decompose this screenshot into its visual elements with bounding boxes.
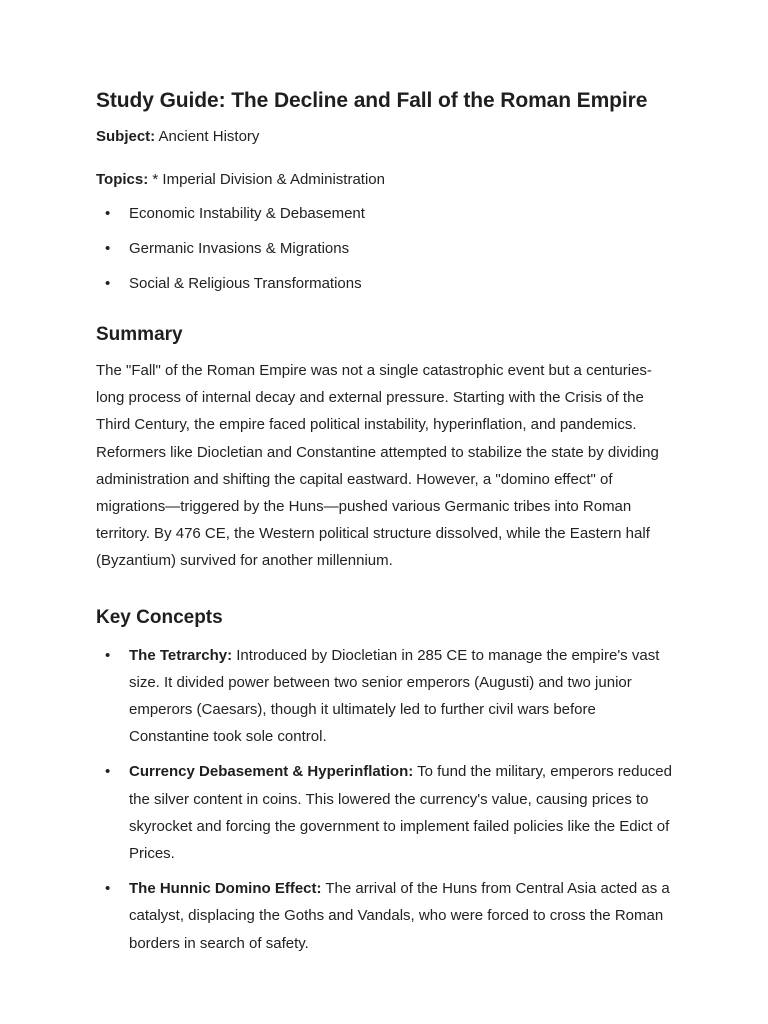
concept-term: The Hunnic Domino Effect: (129, 880, 322, 898)
concept-description: To fund the military, emperors reduced the silver content in coins. This lowered the currency's value, causing prices to skyrocket and forcing the government to implement failed policies like the Edict of Prices. (129, 763, 672, 863)
bullet-icon: • (105, 240, 111, 257)
concept-term: Currency Debasement & Hyperinflation: (129, 763, 414, 781)
topics-first-item: * Imperial Division & Administration (152, 171, 385, 188)
bullet-icon: • (105, 763, 111, 781)
topics-label: Topics: (96, 171, 149, 188)
concept-description: The arrival of the Huns from Central Asia acted as a catalyst, displacing the Goths and Vandals, who were forced to cross the Roman borders in search of safety. (129, 880, 670, 952)
bullet-icon: • (105, 275, 111, 292)
concept-description: Introduced by Diocletian in 285 CE to manage the empire's vast size. It divided power between two senior emperors (Augusti) and two junior emperors (Caesars), though it ultimately led to further civil wars before Constantine took sole control. (129, 646, 660, 746)
topic-text: Social & Religious Transformations (129, 275, 362, 292)
list-item (96, 273, 672, 295)
bullet-icon: • (105, 205, 111, 222)
summary-paragraph: The "Fall" of the Roman Empire was not a single catastrophic event but a centuries-long process of internal decay and external pressure. Starting with the Crisis of the Third Century, the empire faced political instability, hyperinflation, and pandemics. Reformers like Diocletian and Constantine attempted to stabilize the state by dividing administration and shifting the capital eastward. However, a "domino effect" of migrations—triggered by the Huns—pushed various Germanic tribes into Roman territory. By 476 CE, the Western political structure dissolved, while the Eastern half (Byzantium) survived for another millennium. (96, 362, 659, 570)
key-concepts-heading: Key Concepts (96, 606, 223, 628)
subject-line (96, 126, 672, 148)
document-title: Study Guide: The Decline and Fall of the Roman Empire (96, 89, 648, 112)
key-concepts-list (96, 642, 672, 957)
list-item (96, 642, 674, 751)
list-item (96, 875, 674, 957)
concept-term: The Tetrarchy: (129, 646, 233, 664)
list-item (96, 238, 672, 260)
topic-text: Germanic Invasions & Migrations (129, 240, 350, 257)
topics-list (96, 203, 672, 295)
bullet-icon: • (105, 880, 111, 898)
topics-line (96, 169, 672, 191)
subject-label: Subject: (96, 128, 156, 145)
list-item (96, 758, 674, 867)
topic-text: Economic Instability & Debasement (129, 205, 365, 222)
bullet-icon: • (105, 646, 111, 664)
summary-heading: Summary (96, 324, 183, 345)
subject-value: Ancient History (158, 128, 260, 145)
list-item (96, 203, 672, 225)
